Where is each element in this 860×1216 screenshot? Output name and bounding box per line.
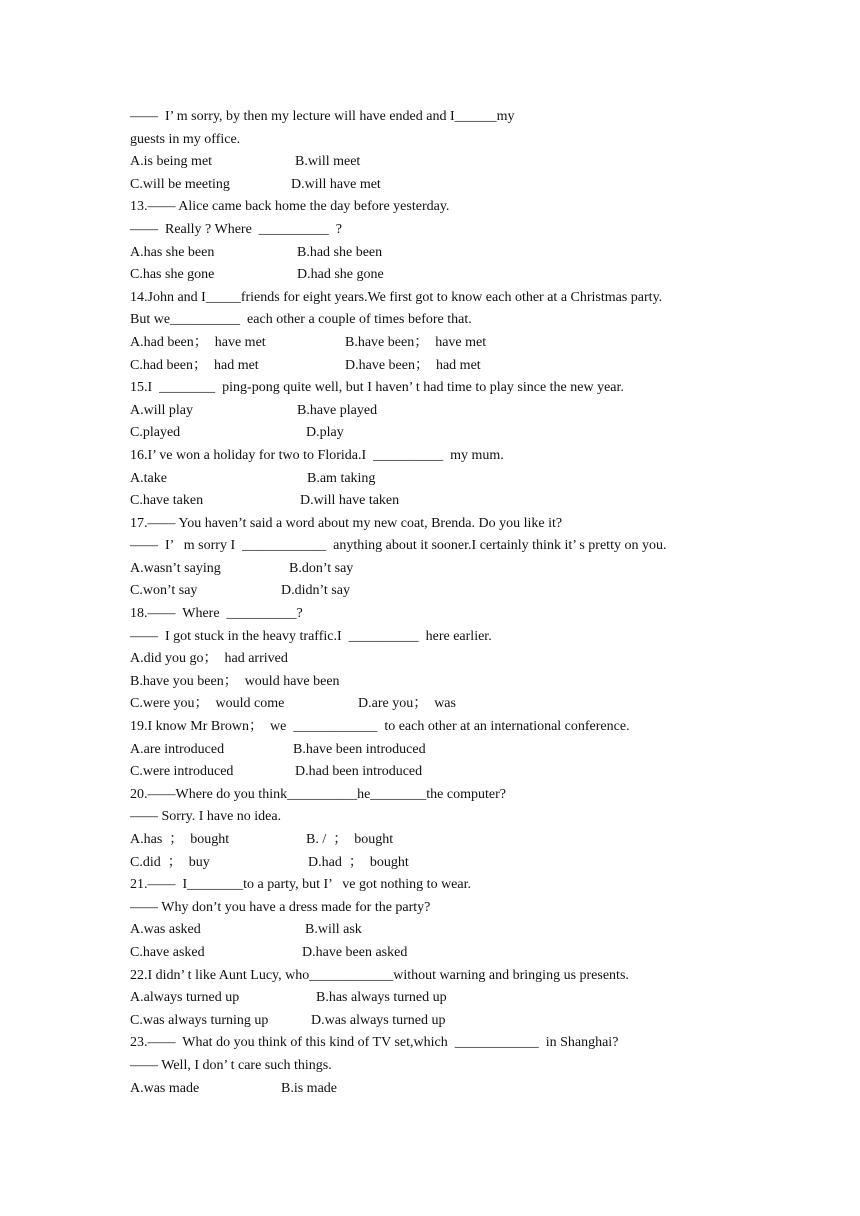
option-row	[130, 558, 740, 581]
text-line: 19.I know Mr Brown； we ____________ to each other at an international conference.	[130, 719, 630, 735]
option-row	[130, 422, 740, 445]
option-a: A.are introduced	[130, 741, 225, 757]
option-a: C.were introduced	[130, 764, 234, 780]
option-b: B.will ask	[305, 922, 362, 938]
option-row	[130, 151, 740, 174]
option-b: B.had she been	[297, 244, 383, 260]
text-line: —— I’ m sorry, by then my lecture will have ended and I______my	[130, 109, 515, 124]
option-b: D.had she gone	[297, 267, 384, 283]
option-b: D.have been； had met	[345, 357, 481, 373]
option-row	[130, 942, 740, 965]
text-line: 16.I’ ve won a holiday for two to Florida.I __________ my mum.	[130, 447, 504, 463]
text-line: But we__________ each other a couple of times before that.	[130, 312, 472, 328]
option-row	[130, 739, 740, 762]
option-a: C.played	[130, 425, 181, 441]
option-a: A.wasn’t saying	[130, 560, 221, 576]
option-b: B.have been； have met	[345, 334, 487, 350]
option-a: A.has ； bought	[130, 832, 230, 847]
option-b: B.have been introduced	[293, 741, 426, 757]
text-line: 15.I ________ ping-pong quite well, but I haven’ t had time to play since the new year.	[130, 380, 624, 396]
option-a: A.is being met	[130, 154, 213, 170]
text-line: 23.—— What do you think of this kind of TV set,which ____________ in Shanghai?	[130, 1035, 619, 1051]
option-row	[130, 1078, 740, 1101]
text-line: —— Why don’t you have a dress made for the party?	[130, 899, 431, 915]
option-row	[130, 580, 740, 603]
option-row	[130, 490, 740, 513]
text-line: —— I’ m sorry I ____________ anything about it sooner.I certainly think it’ s pretty on you.	[130, 538, 667, 554]
option-a: A.was made	[130, 1080, 200, 1096]
option-b: B.don’t say	[289, 560, 354, 576]
text-line: A.did you go； had arrived	[130, 651, 288, 667]
text-line: B.have you been； would have been	[130, 673, 340, 689]
option-a: A.take	[130, 470, 167, 486]
option-a: C.was always turning up	[130, 1012, 269, 1028]
option-b: B. / ； bought	[306, 832, 394, 847]
option-b: D.have been asked	[302, 944, 408, 960]
option-a: A.had been； have met	[130, 334, 266, 350]
option-row	[130, 919, 740, 942]
text-line: 20.——Where do you think__________he________the computer?	[130, 786, 506, 802]
text-line: —— Really ? Where __________ ?	[130, 221, 343, 237]
option-row	[130, 355, 740, 378]
option-b: B.have played	[297, 402, 378, 418]
option-b: B.am taking	[307, 470, 376, 486]
option-a: A.will play	[130, 402, 193, 418]
text-line: 22.I didn’ t like Aunt Lucy, who____________without warning and bringing us presents.	[130, 967, 629, 983]
text-line: 13.—— Alice came back home the day before yesterday.	[130, 199, 450, 215]
text-line: 18.—— Where __________?	[130, 606, 303, 622]
option-b: B.is made	[281, 1080, 337, 1096]
option-row	[130, 468, 740, 491]
question-list	[130, 106, 740, 1100]
option-row	[130, 693, 740, 716]
option-row	[130, 987, 740, 1010]
option-a: C.has she gone	[130, 267, 215, 283]
option-a: C.were you； would come	[130, 696, 285, 712]
option-a: C.will be meeting	[130, 176, 230, 192]
text-line: —— I got stuck in the heavy traffic.I __________ here earlier.	[130, 628, 492, 644]
option-a: A.was asked	[130, 922, 201, 938]
text-line: 21.—— I________to a party, but I’ ve got nothing to wear.	[130, 877, 471, 893]
option-a: C.have taken	[130, 493, 204, 509]
text-line: —— Well, I don’ t care such things.	[130, 1057, 332, 1073]
option-row	[130, 852, 740, 875]
option-b: D.will have met	[291, 176, 381, 192]
option-b: D.play	[306, 425, 344, 441]
text-line: —— Sorry. I have no idea.	[130, 809, 282, 825]
option-a: A.always turned up	[130, 990, 240, 1006]
option-b: D.was always turned up	[311, 1012, 446, 1028]
option-b: B.has always turned up	[316, 990, 447, 1006]
option-a: C.have asked	[130, 944, 205, 960]
option-row	[130, 829, 740, 852]
option-row	[130, 761, 740, 784]
option-a: C.had been； had met	[130, 357, 259, 373]
option-row	[130, 332, 740, 355]
text-line: 14.John and I_____friends for eight years.We first got to know each other at a Christmas party.	[130, 289, 663, 305]
text-line: 17.—— You haven’t said a word about my new coat, Brenda. Do you like it?	[130, 515, 563, 531]
option-row	[130, 174, 740, 197]
option-b: B.will meet	[295, 154, 361, 170]
option-b: D.will have taken	[300, 493, 400, 509]
option-a: A.has she been	[130, 244, 215, 260]
option-b: D.are you； was	[358, 696, 456, 712]
option-b: D.had been introduced	[295, 764, 423, 780]
option-b: D.didn’t say	[281, 583, 350, 599]
option-row	[130, 400, 740, 423]
option-b: D.had ； bought	[308, 854, 409, 870]
text-line: guests in my office.	[130, 131, 241, 147]
option-row	[130, 1010, 740, 1033]
option-row	[130, 242, 740, 265]
option-row	[130, 264, 740, 287]
option-a: C.won’t say	[130, 583, 198, 599]
option-a: C.did ； buy	[130, 854, 210, 870]
